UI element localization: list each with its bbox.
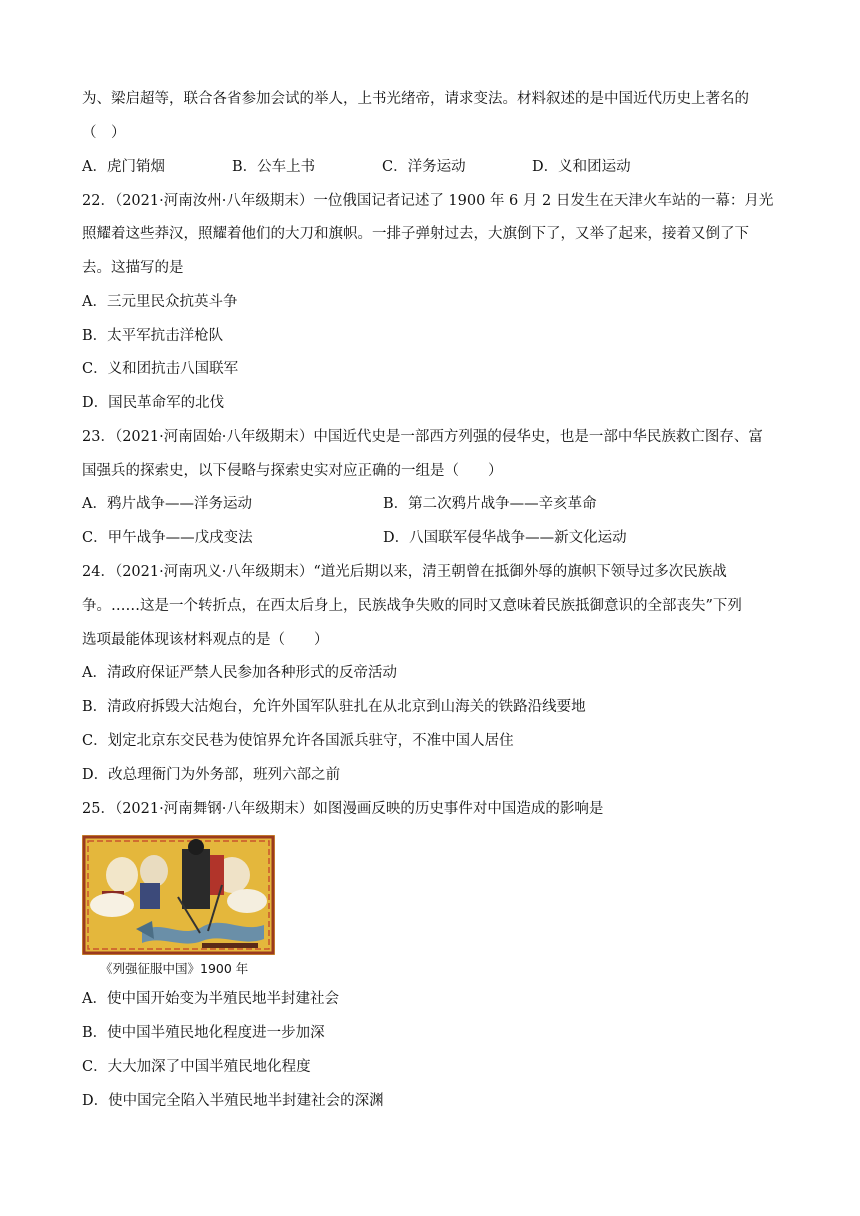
q22-option-a: A．三元里民众抗英斗争 — [82, 294, 238, 310]
q22-option-b: B．太平军抗击洋枪队 — [82, 328, 224, 344]
q21-option-b: B．公车上书 — [232, 159, 316, 175]
q24-option-d: D．改总理衙门为外务部，班列六部之前 — [82, 767, 341, 783]
q21-stem-line2: （ ） — [82, 125, 126, 141]
q24-option-b: B．清政府拆毁大沽炮台，允许外国军队驻扎在从北京到山海关的铁路沿线要地 — [82, 699, 586, 715]
q22-option-c: C．义和团抗击八国联军 — [82, 361, 239, 377]
q21-option-d: D．义和团运动 — [532, 159, 631, 175]
q22-stem-line2: 照耀着这些莽汉，照耀着他们的大刀和旗帜。一排子弹射过去，大旗倒下了，又举了起来，接着又倒了下 — [82, 226, 749, 242]
q21-stem-line1: 为、梁启超等，联合各省参加会试的举人，上书光绪帝，请求变法。材料叙述的是中国近代历史上著名的 — [82, 91, 749, 107]
q23-stem-line1: 23．（2021·河南固始·八年级期末）中国近代史是一部西方列强的侵华史，也是一部中华民族救亡图存、富 — [82, 429, 763, 445]
q22-stem-line3: 去。这描写的是 — [82, 260, 184, 276]
q25-stem-line1: 25．（2021·河南舞钢·八年级期末）如图漫画反映的历史事件对中国造成的影响是 — [82, 801, 604, 817]
q22-stem-line1: 22．（2021·河南汝州·八年级期末）一位俄国记者记述了 1900 年 6 月 2 日发生在天津火车站的一幕：月光 — [82, 193, 774, 209]
q24-stem-line3: 选项最能体现该材料观点的是（ ） — [82, 632, 329, 648]
cartoon-caption: 《列强征服中国》1900 年 — [100, 961, 249, 976]
q21-option-c: C．洋务运动 — [382, 159, 466, 175]
q23-stem-line2: 国强兵的探索史，以下侵略与探索史实对应正确的一组是（ ） — [82, 463, 503, 479]
q23-option-c: C．甲午战争——戊戌变法 — [82, 530, 253, 546]
q25-option-c: C．大大加深了中国半殖民地化程度 — [82, 1059, 311, 1075]
q24-option-a: A．清政府保证严禁人民参加各种形式的反帝活动 — [82, 665, 397, 681]
q21-option-a: A．虎门销烟 — [82, 159, 165, 175]
q25-option-d: D．使中国完全陷入半殖民地半封建社会的深渊 — [82, 1093, 384, 1109]
q23-option-d: D．八国联军侵华战争——新文化运动 — [383, 530, 627, 546]
q24-stem-line1: 24．（2021·河南巩义·八年级期末）“道光后期以来，清王朝曾在抵御外辱的旗帜下领导过多次民族战 — [82, 564, 727, 580]
q24-option-c: C．划定北京东交民巷为使馆界允许各国派兵驻守，不准中国人居住 — [82, 733, 514, 749]
q25-option-a: A．使中国开始变为半殖民地半封建社会 — [82, 991, 339, 1007]
q24-stem-line2: 争。……这是一个转折点，在西太后身上，民族战争失败的同时又意味着民族抵御意识的全部丧失”下列 — [82, 598, 742, 614]
cartoon-image — [82, 835, 275, 955]
q23-option-a: A．鸦片战争——洋务运动 — [82, 496, 252, 512]
q23-option-b: B．第二次鸦片战争——辛亥革命 — [383, 496, 597, 512]
q25-option-b: B．使中国半殖民地化程度进一步加深 — [82, 1025, 325, 1041]
q22-option-d: D．国民革命军的北伐 — [82, 395, 225, 411]
